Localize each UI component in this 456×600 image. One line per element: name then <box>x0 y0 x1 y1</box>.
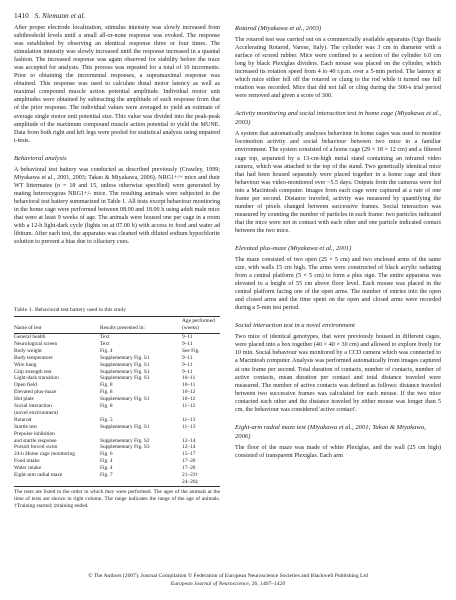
cell-age: 17–20 <box>182 465 196 472</box>
cell-results: Supplementary Fig. S1 <box>100 354 150 361</box>
footer-journal: European Journal of Neuroscience, 26, 1407–1420 <box>170 581 286 587</box>
heading-behavioral-analysis: Behavioral analysis <box>14 154 67 162</box>
cell-test-name: Hot plate <box>14 396 34 403</box>
table-row <box>14 403 220 410</box>
paragraph-plus-maze: The maze consisted of two open (25 × 5 cm) and two enclosed arms of the same size, with walls 15 cm high. The arms were constructed of black acrylic radiating from a central platform (5 × 5 cm) to form a plus sign. The entire apparatus was elevated to a height of 55 cm above floor level. Each mouse was placed in the central platform facing one of the open arms. The number of entries into the open and closed arms and the time spent on the open and closed arms were recorded during a 5-min test period. <box>235 256 441 312</box>
cell-results: Fig. 4 <box>100 347 113 354</box>
cell-age: See Fig. <box>182 347 200 354</box>
cell-age: 9–11 <box>182 354 193 361</box>
column-header-age <box>182 318 220 333</box>
table-row <box>14 451 220 458</box>
cell-age: 10–12 <box>182 396 196 403</box>
cell-results: Fig. 5 <box>100 416 113 423</box>
cell-results: Fig. 8 <box>100 403 113 410</box>
heading-social-interaction: Social interaction test in a novel environment <box>235 322 355 330</box>
cell-test-name: Grip strength test <box>14 368 52 375</box>
cell-age: 15–17 <box>182 451 196 458</box>
cell-results: Fig. 6 <box>100 451 113 458</box>
table-row <box>14 479 220 486</box>
table-row <box>14 375 220 382</box>
cell-results: Supplementary Fig. S3 <box>100 444 150 451</box>
table-row <box>14 410 220 417</box>
cell-age: 24–26‡ <box>182 479 220 486</box>
cell-results: Text <box>100 333 110 340</box>
cell-age: 17–20 <box>182 458 196 465</box>
cell-age: 11–13 <box>182 416 196 423</box>
cell-results: Fig. 4 <box>100 465 113 472</box>
cell-test-name: Porsolt forced swim <box>14 444 58 451</box>
heading-plus-maze: Elevated plus-maze (Miyakawa et al., 2001) <box>235 244 352 252</box>
cell-age: 11–12 <box>182 403 196 410</box>
table-title: Behavioral test battery used in this study <box>34 307 126 314</box>
heading-rotarod: Rotarod (Miyakawa et al., 2003) <box>235 25 322 32</box>
table-row <box>14 341 220 348</box>
table-row <box>14 396 220 403</box>
cell-age: 9–11 <box>182 361 193 368</box>
cell-test-name: Light-dark transition <box>14 375 59 382</box>
cell-test-name: Food intake <box>14 458 40 465</box>
cell-results: Fig. 8 <box>100 382 113 389</box>
table-row <box>14 417 220 424</box>
cell-age <box>182 410 220 417</box>
cell-age <box>182 431 220 438</box>
behavioral-test-table <box>14 316 220 487</box>
cell-results: Fig. 7 <box>100 472 113 479</box>
cell-test-name: General health <box>14 333 46 340</box>
cell-test-name: Neurological screen <box>14 340 58 347</box>
cell-results: Fig. 8 <box>100 389 113 396</box>
cell-results: Supplementary Fig. S2 <box>100 437 150 444</box>
paragraph-electrode: After proper electrode localization, stimulus intensity was slowly increased from subthreshold levels until a small all-or-none response was evoked. The response was established by observing an identical response three or four times. The stimulation intensity was slowly increased until the response increased in a quantal fashion. The increased response was again observed for stability before the trace was accepted for analysis. This process was repeated for a total of 10 increments. Prior to obtaining the incremental responses, a supramaximal response was obtained. This response was used to calculate distal motor latency as well as maximal compound muscle action potential amplitude. Individual motor unit amplitudes were obtained by subtracting the amplitude of each response from that of the prior response. The individual values were averaged to yield an estimate of average single motor unit potential size. This value was divided into the peak-peak amplitude of the maximum compound muscle action potential to yield the MUNE. Data from both right and left legs were pooled for statistical analysis using unpaired t-tests. <box>14 25 220 144</box>
cell-age: 9–11 <box>182 340 193 347</box>
table-row <box>14 431 220 438</box>
cell-results: Supplementary Fig. S1 <box>100 361 150 368</box>
table-label: Table 1. <box>14 307 34 314</box>
paragraph-behavioral: A behavioral test battery was conducted as described previously (Crawley, 1999; Miyakawa et al., 2001, 2003; Takao & Miyakawa, 2006). NRG1+/+ mice and their WT littermates (n = 18 and 15, unless otherwise specified) were generated by mating heterozygous NRG1+/- mice. The resulting animals were subjected to the behavioral test battery summarized in Table 1. All tests except behaviour monitoring in the home cage were performed between 08.00 and 18.00 h using adult male mice that were at least 9 weeks of age. The animals were housed one per cage in a room with a 12-h light-dark cycle (lights on at 07.00 h) with access to food and water ad libitum. After each test, the apparatus was cleaned with diluted sodium hypochlorite solution to prevent a bias due to olfactory cues. <box>14 166 220 246</box>
table-row <box>14 465 220 472</box>
cell-test-name: and startle response <box>14 437 57 444</box>
cell-test-name: Elevated plus-maze <box>14 389 57 396</box>
left-column <box>14 24 220 510</box>
cell-results: Supplementary Fig. S1 <box>100 396 150 403</box>
cell-test-name: Startle test <box>14 423 37 430</box>
cell-age: 21–23† <box>182 472 199 479</box>
table-row <box>14 333 220 340</box>
cell-test-name: 24-h Home cage monitoring <box>14 451 75 458</box>
cell-age: 10–11 <box>182 382 196 389</box>
right-column <box>235 24 441 460</box>
cell-results: Fig. 4 <box>100 458 113 465</box>
cell-age: 9–11 <box>182 368 193 375</box>
column-header-age-line2: (weeks) <box>182 325 200 332</box>
table-row <box>14 348 220 355</box>
cell-results <box>100 410 182 417</box>
table-row <box>14 362 220 369</box>
cell-age: 10–11 <box>182 375 196 382</box>
table-row <box>14 424 220 431</box>
cell-results <box>100 479 182 486</box>
cell-test-name: Water intake <box>14 465 42 472</box>
page-header <box>14 11 85 20</box>
running-head: S. Niemann et al. <box>34 11 86 20</box>
paragraph-rotarod: The rotarod test was carried out on a commercially available apparatus (Ugo Basile Accelerating Rotarod, Varese, Italy). The cylinder was 3 cm in diameter with a surface of scored rubber. Mice were confined to a section of the cylinder 6.0 cm long by black Plexiglas dividers. Each mouse was placed on the cylinder, which increased its rotation speed from 4 to 40 r.p.m. over a 5-min period. The latency at which mice either fell off the rotarod or clung to the rod while it turned one full rotation was recorded. Mice that did not fall or cling during the 300-s trial period were removed and given a score of 300. <box>235 37 441 100</box>
cell-test-name: Eight-arm radial maze <box>14 472 63 479</box>
paragraph-activity: A system that automatically analyses behaviour in home cages was used to monitor locomotion activity and social behaviour between two mice in a familiar environment. The system consisted of a home cage (29 × 18 × 12 cm) and a filtered cage top, separated by a 13-cm-high metal stand containing an infrared video camera, which was attached to the top of the stand. Two genetically identical mice that had been housed separately were placed together in a home cage and their behaviour was video-monitored over ~5.5 days. Outputs from the cameras were fed into a Macintosh computer. Images from each cage were captured at a rate of one frame per second. Distance traveled, activity was measured by quantifying the number of pixels changed between successive frames. Social interaction was measured by counting the number of particles in each frame: two particles indicated that the mice were not in contact with each other and one particle indicated contact between the two mice. <box>235 131 441 234</box>
column-header-age-line1: Age performed <box>182 318 215 325</box>
cell-age: 12–14 <box>182 437 196 444</box>
column-header-results: Results presented in: <box>100 318 182 333</box>
table-body <box>14 333 220 486</box>
footer-copyright: © The Authors (2007). Journal Compilation © Federation of European Neuroscience Societies and Blackwell Publishing Ltd <box>88 573 368 579</box>
cell-age: 11–13 <box>182 423 196 430</box>
cell-results <box>100 431 182 438</box>
cell-test-name: (novel environment) <box>14 409 59 416</box>
cell-results: Text <box>100 340 110 347</box>
table-row <box>14 369 220 376</box>
cell-age: 10–12 <box>182 389 196 396</box>
paragraph-social: Two mice of identical genotypes, that were previously housed in different cages, were placed into a box together (40 × 40 × 30 cm) and allowed to explore freely for 10 min. Social behaviour was monitored by a CCD camera which was connected to a Macintosh computer. Analysis was performed automatically from images captured at one frame per second. Total duration of contacts, number of contacts, number of active contacts, mean duration per contact and total distance traveled were measured. The number of active contacts was defined as follows: distance traveled between two successive frames was calculated for each mouse. If the two mice contacted each other and the distance traveled by either mouse was longer than 5 cm, the behaviour was considered 'active contact'. <box>235 334 441 413</box>
cell-test-name: Body weight <box>14 347 42 354</box>
table-row <box>14 382 220 389</box>
column-header-test: Name of test <box>14 318 100 333</box>
page-number: 1410 <box>14 11 29 20</box>
cell-test-name: Rotarod <box>14 416 32 423</box>
cell-test-name: Wire hang <box>14 361 37 368</box>
table-header-row <box>14 318 220 333</box>
heading-radial-maze: Eight-arm radial maze test (Miyakawa et al., 2001; Takao & Miyakawa, 2006) <box>235 423 426 440</box>
cell-results: Supplementary Fig. S1 <box>100 375 150 382</box>
paragraph-radial-maze: The floor of the maze was made of white Plexiglas, and the wall (25 cm high) consisted of transparent Plexiglas. Each arm <box>235 444 441 459</box>
table-row <box>14 472 220 479</box>
table-row <box>14 389 220 396</box>
cell-results: Supplementary Fig. S1 <box>100 368 150 375</box>
cell-test-name: Body temperature <box>14 354 53 361</box>
cell-test-name: Open field <box>14 382 37 389</box>
table-row <box>14 355 220 362</box>
table-caption <box>14 307 220 314</box>
cell-age: 9–11 <box>182 333 193 340</box>
cell-test-name: Prepulse inhibition <box>14 430 55 437</box>
heading-activity-monitoring: Activity monitoring and social interaction test in home cage (Miyakawa et al., 2003) <box>235 110 442 127</box>
table-footnote: The tests are listed in the order in which they were performed. The ages of the animals at the time of tests are shown in right column. The range indicates the range of the age of animals. †Training started; ‡training ended. <box>14 488 220 509</box>
cell-results: Supplementary Fig. S1 <box>100 423 150 430</box>
table-row <box>14 458 220 465</box>
cell-age: 12–14 <box>182 444 196 451</box>
cell-test-name: Social interaction <box>14 403 52 410</box>
table-row <box>14 444 220 451</box>
cell-test-name <box>14 479 100 486</box>
